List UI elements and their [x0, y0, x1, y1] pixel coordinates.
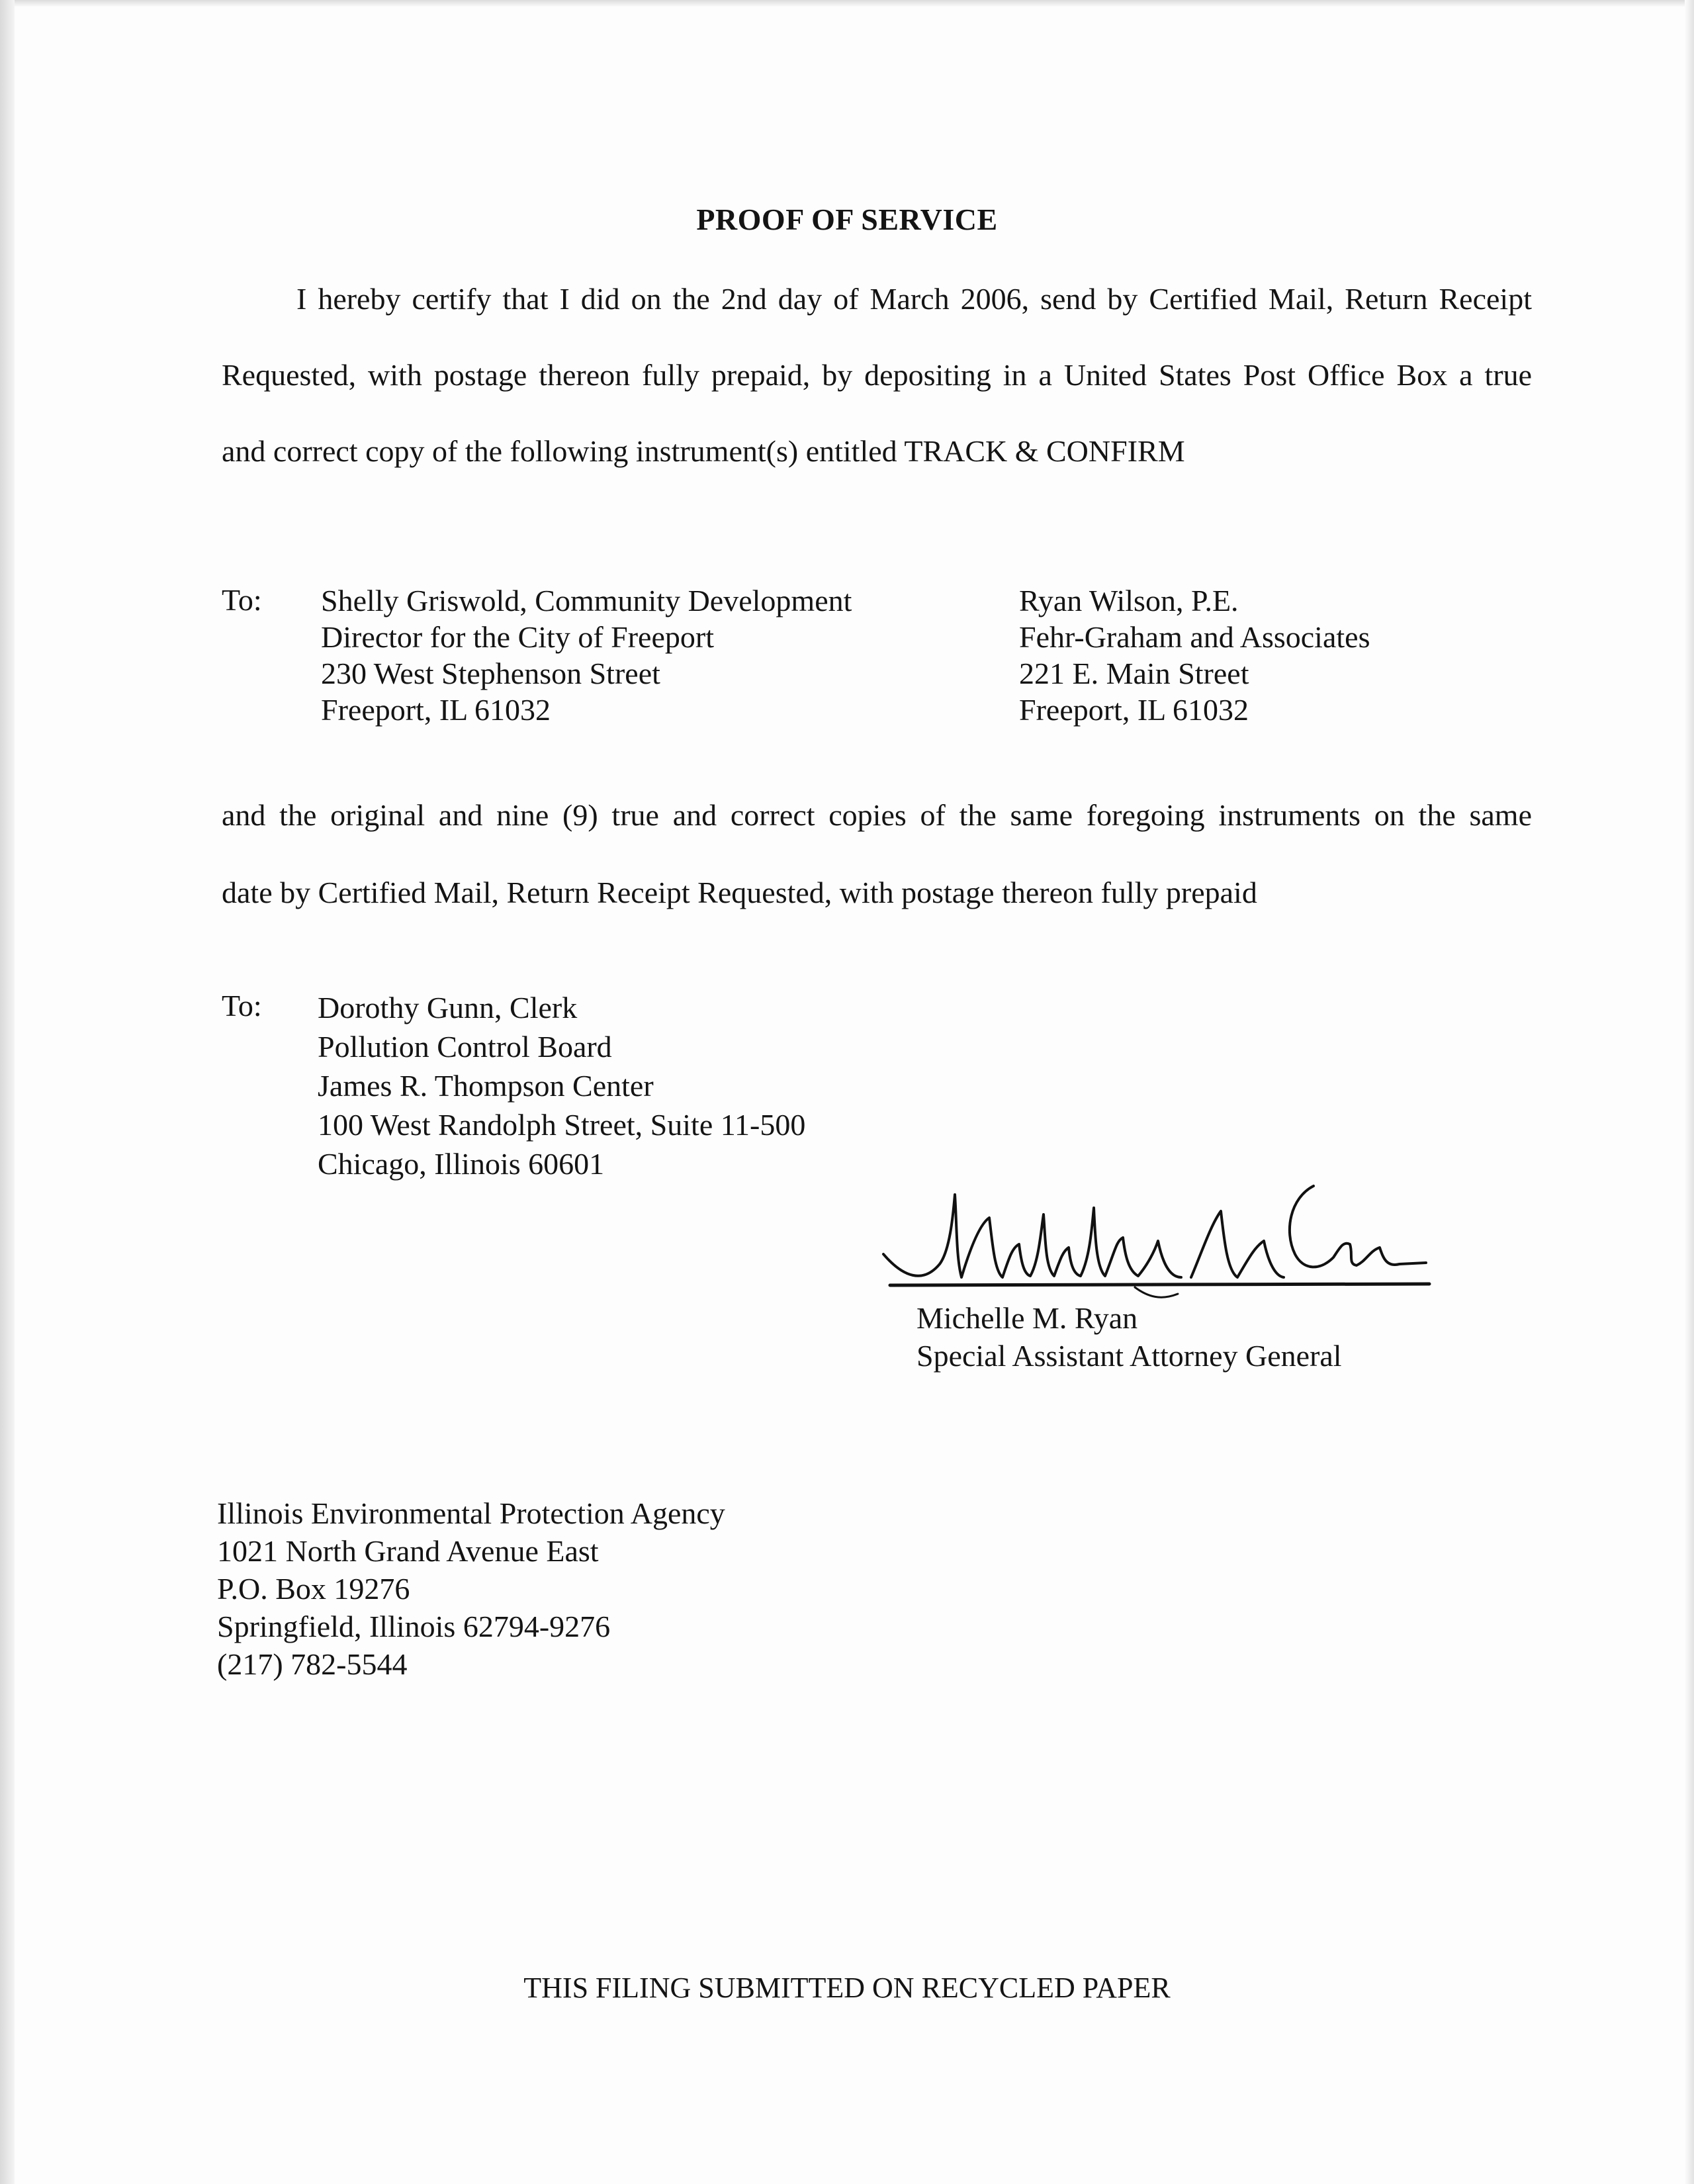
paragraph2-line-2: date by Certified Mail, Return Receipt Requested, with postage thereon fully prepaid	[222, 876, 1257, 909]
agency-line: Springfield, Illinois 62794-9276	[217, 1610, 611, 1643]
signer-name: Michelle M. Ryan	[916, 1301, 1138, 1335]
scan-edge-top	[0, 0, 1694, 7]
signer-title: Special Assistant Attorney General	[916, 1339, 1342, 1373]
recipient-clerk-line: Pollution Control Board	[318, 1030, 612, 1064]
to-label-first: To:	[222, 583, 262, 617]
recipient-right-line: Ryan Wilson, P.E.	[1019, 584, 1239, 617]
recipient-left-line: Director for the City of Freeport	[321, 620, 714, 654]
agency-line: Illinois Environmental Protection Agency	[217, 1496, 725, 1530]
recipient-left-address	[321, 582, 852, 728]
recipient-left-line: 230 West Stephenson Street	[321, 657, 660, 690]
page-title: PROOF OF SERVICE	[696, 203, 998, 236]
to-label-second: To:	[222, 989, 262, 1023]
paragraph1-line-3: and correct copy of the following instrument(s) entitled TRACK & CONFIRM	[222, 434, 1185, 468]
recipient-right-line: Fehr-Graham and Associates	[1019, 620, 1370, 654]
recipient-right-line: Freeport, IL 61032	[1019, 693, 1249, 727]
paragraph1-line-1: I hereby certify that I did on the 2nd day of March 2006, send by Certified Mail, Return Receipt	[296, 282, 1532, 316]
recipient-clerk-line: James R. Thompson Center	[318, 1069, 654, 1103]
recipient-clerk-line: Dorothy Gunn, Clerk	[318, 991, 578, 1024]
agency-line: 1021 North Grand Avenue East	[217, 1534, 599, 1568]
scan-edge-left	[0, 0, 15, 2184]
recipient-right-address	[1019, 582, 1370, 728]
recipient-left-line: Freeport, IL 61032	[321, 693, 551, 727]
paragraph2-line-1: and the original and nine (9) true and correct copies of the same foregoing instruments on the same	[222, 798, 1532, 832]
recipient-clerk-line: 100 West Randolph Street, Suite 11-500	[318, 1108, 806, 1142]
recipient-clerk-line: Chicago, Illinois 60601	[318, 1147, 605, 1181]
scan-edge-right	[1685, 0, 1694, 2184]
recycled-paper-footer: THIS FILING SUBMITTED ON RECYCLED PAPER	[523, 1972, 1171, 2004]
recipient-right-line: 221 E. Main Street	[1019, 657, 1249, 690]
recipient-clerk-address	[318, 988, 805, 1183]
agency-address	[217, 1494, 725, 1683]
paragraph1-line-2: Requested, with postage thereon fully prepaid, by depositing in a United States Post Office Box a true	[222, 358, 1532, 392]
signer-block	[916, 1299, 1342, 1375]
recipient-left-line: Shelly Griswold, Community Development	[321, 584, 852, 617]
agency-line: (217) 782-5544	[217, 1647, 408, 1681]
agency-line: P.O. Box 19276	[217, 1572, 410, 1606]
